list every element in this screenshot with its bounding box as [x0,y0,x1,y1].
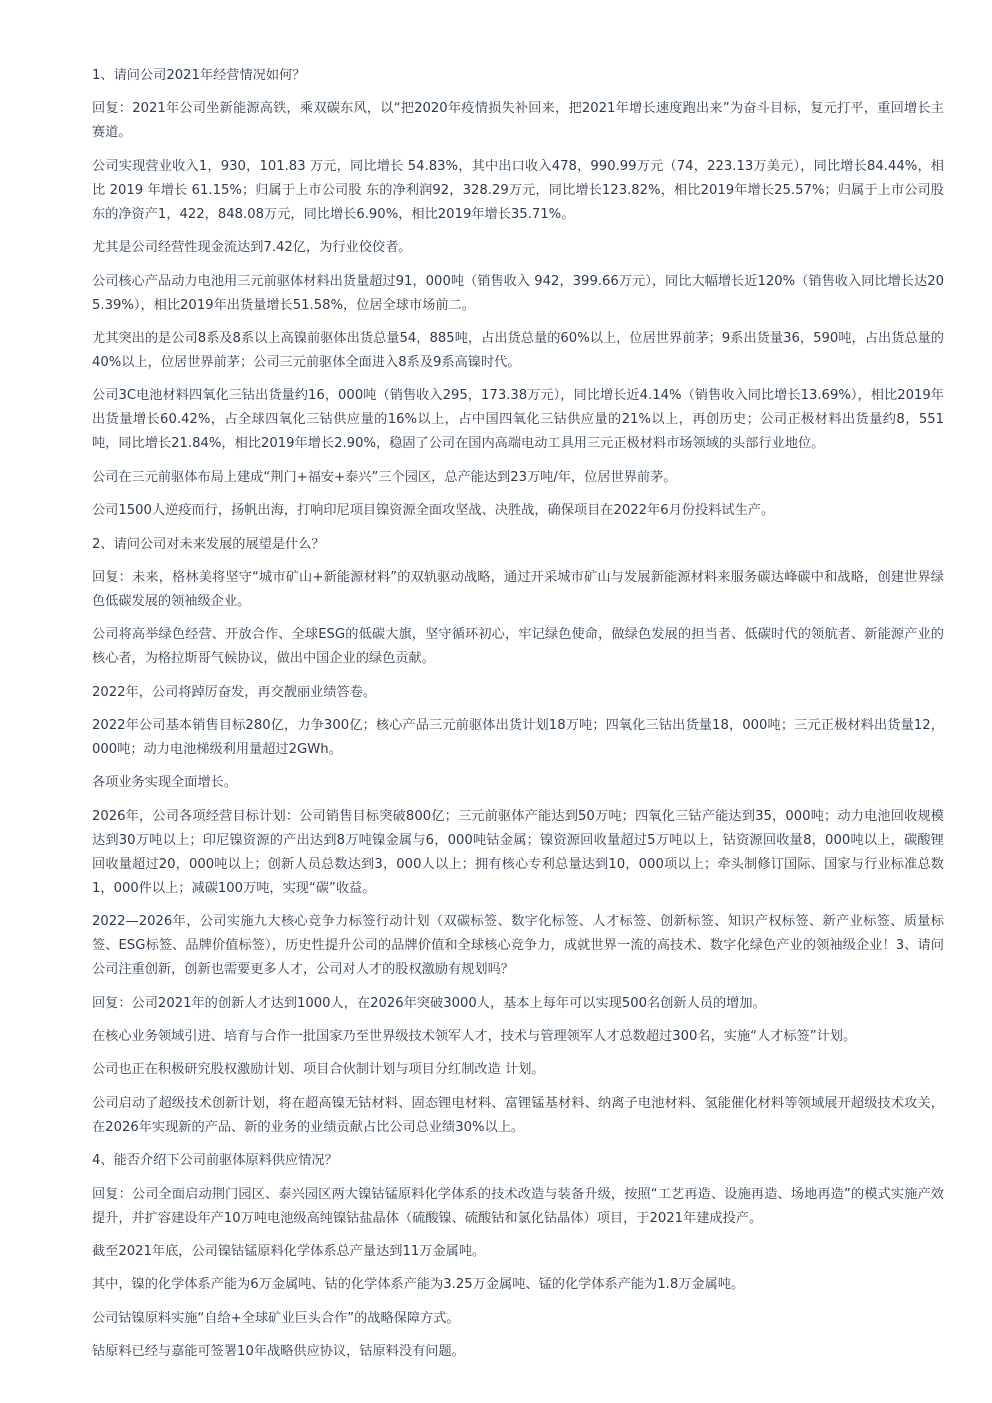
paragraph-supply-strategy: 公司钴镍原料实施“自给+全球矿业巨头合作”的战略保障方式。 [92,1310,460,1326]
paragraph-revenue: 公司实现营业收入1，930，101.83 万元，同比增长 54.83%，其中出口收入478，990.99万元（74，223.13万美元），同比增长84.44%，相比 2019 年增长 61.15%；归属于上市公司股 东的净利润92，328.29万元，同比增长123.82%，相比2019年增长25.57%；归属于上市公司股东的净资产1，422，848.08万元，同比增长6.90%，相比2019年增长35.71%。 [92,158,944,222]
paragraph-output-2021: 截至2021年底，公司镍钴锰原料化学体系总产量达到11万金属吨。 [92,1243,486,1259]
question-4-heading: 4、能否介绍下公司前驱体原料供应情况？ [92,1153,338,1169]
paragraph-3c-materials: 公司3C电池材料四氧化三钴出货量约16，000吨（销售收入295，173.38万元），同比增长近4.14%（销售收入同比增长13.69%），相比2019年出货量增长60.42%，占全球四氧化三钴供应量的16%以上，占中国四氧化三钴供应量的21%以上，再创历史；公司正极材料出货量约8，551吨，同比增长21.84%，相比2019年增长2.90%，稳固了公司在国内高端电动工具用三元正极材料市场领域的头部行业地位。 [92,388,944,452]
paragraph-growth: 各项业务实现全面增长。 [92,775,238,791]
answer-1-intro: 回复：2021年公司坐新能源高铁，乘双碳东风，以“把2020年疫情损失补回来，把2021年增长速度跑出来”为奋斗目标，复元打平，重回增长主赛道。 [92,101,944,141]
paragraph-high-nickel: 尤其突出的是公司8系及8系以上高镍前驱体出货总量54，885吨，占出货总量的60%以上，位居世界前茅；9系出货量36，590吨，占出货总量的40%以上，位居世界前茅；公司三元前驱体全面进入8系及9系高镍时代。 [92,330,944,370]
paragraph-nine-labels: 2022—2026年，公司实施九大核心竞争力标签行动计划（双碳标签、数字化标签、人才标签、创新标签、知识产权标签、新产业标签、质量标签、ESG标签、品牌价值标签），历史性提升公司的品牌价值和全球核心竞争力，成就世界一流的高技术、数字化绿色产业的领袖级企业！3、请问公司注重创新，创新也需要更多人才，公司对人才的股权激励有规划吗？ [92,914,944,978]
paragraph-equity: 公司也正在积极研究股权激励计划、项目合伙制计划与项目分红制改造 计划。 [92,1062,545,1078]
paragraph-core-product: 公司核心产品动力电池用三元前驱体材料出货量超过91，000吨（销售收入 942，399.66万元），同比大幅增长近120%（销售收入同比增长达205.39%），相比2019年出货量增长51.58%，位居全球市场前二。 [92,273,944,313]
answer-3-intro: 回复：公司2021年的创新人才达到1000人，在2026年突破3000人，基本上每年可以实现500名创新人员的增加。 [92,995,766,1011]
paragraph-cashflow: 尤其是公司经营性现金流达到7.42亿，为行业佼佼者。 [92,240,412,256]
paragraph-super-tech: 公司启动了超级技术创新计划，将在超高镍无钴材料、固态锂电材料、富锂锰基材料、纳离子电池材料、氢能催化材料等领域展开超级技术攻关，在2026年实现新的产品、新的业务的业绩贡献占比公司总业绩30%以上。 [92,1095,944,1135]
answer-4-intro: 回复：公司全面启动荆门园区、泰兴园区两大镍钴锰原料化学体系的技术改造与装备升级，按照“工艺再造、设施再造、场地再造”的模式实施产效提升，并扩容建设年产10万吨电池级高纯镍钴盐晶体（硫酸镍、硫酸钴和氯化钴晶体）项目，于2021年建成投产。 [92,1186,944,1226]
paragraph-talent: 在核心业务领域引进、培育与合作一批国家乃至世界级技术领军人才，技术与管理领军人才总数超过300名，实施“人才标签”计划。 [92,1029,857,1045]
paragraph-2026-targets: 2026年，公司各项经营目标计划：公司销售目标突破800亿；三元前驱体产能达到50万吨；四氧化三钴产能达到35，000吨；动力电池回收规模达到30万吨以上；印尼镍资源的产出达到8万吨镍金属与6，000吨钴金属；镍资源回收量超过5万吨以上，钴资源回收量8，000吨以上，碳酸锂回收量超过20，000吨以上；创新人员总数达到3，000人以上；拥有核心专利总量达到10，000项以上；牵头制修订国际、国家与行业标准总数1，000件以上；减碳100万吨，实现“碳”收益。 [92,808,944,896]
question-1-heading: 1、请问公司2021年经营情况如何？ [92,68,306,83]
paragraph-glencore: 钴原料已经与嘉能可签署10年战略供应协议，钴原料没有问题。 [92,1344,465,1360]
document-body [92,64,944,1374]
paragraph-parks: 公司在三元前驱体布局上建成“荆门+福安+泰兴”三个园区，总产能达到23万吨/年，位居世界前茅。 [92,469,677,485]
paragraph-indonesia: 公司1500人逆疫而行，扬帆出海，打响印尼项目镍资源全面攻坚战、决胜战，确保项目在2022年6月份投料试生产。 [92,503,775,519]
answer-2-intro: 回复：未来，格林美将坚守“城市矿山+新能源材料”的双轨驱动战略，通过开采城市矿山与发展新能源材料来服务碳达峰碳中和战略，创建世界绿色低碳发展的领袖级企业。 [92,569,944,609]
paragraph-2022: 2022年，公司将踔厉奋发，再交靓丽业绩答卷。 [92,684,377,700]
paragraph-esg: 公司将高举绿色经营、开放合作、全球ESG的低碳大旗，坚守循环初心，牢记绿色使命，做绿色发展的担当者、低碳时代的领航者、新能源产业的核心者，为格拉斯哥气候协议，做出中国企业的绿色贡献。 [92,627,944,667]
paragraph-capacity: 其中，镍的化学体系产能为6万金属吨、钴的化学体系产能为3.25万金属吨、锰的化学体系产能为1.8万金属吨。 [92,1277,745,1293]
question-2-heading: 2、请问公司对未来发展的展望是什么？ [92,536,325,552]
paragraph-2022-targets: 2022年公司基本销售目标280亿，力争300亿；核心产品三元前驱体出货计划18万吨；四氧化三钴出货量18，000吨；三元正极材料出货量12，000吨；动力电池梯级利用量超过2GWh。 [92,718,944,758]
